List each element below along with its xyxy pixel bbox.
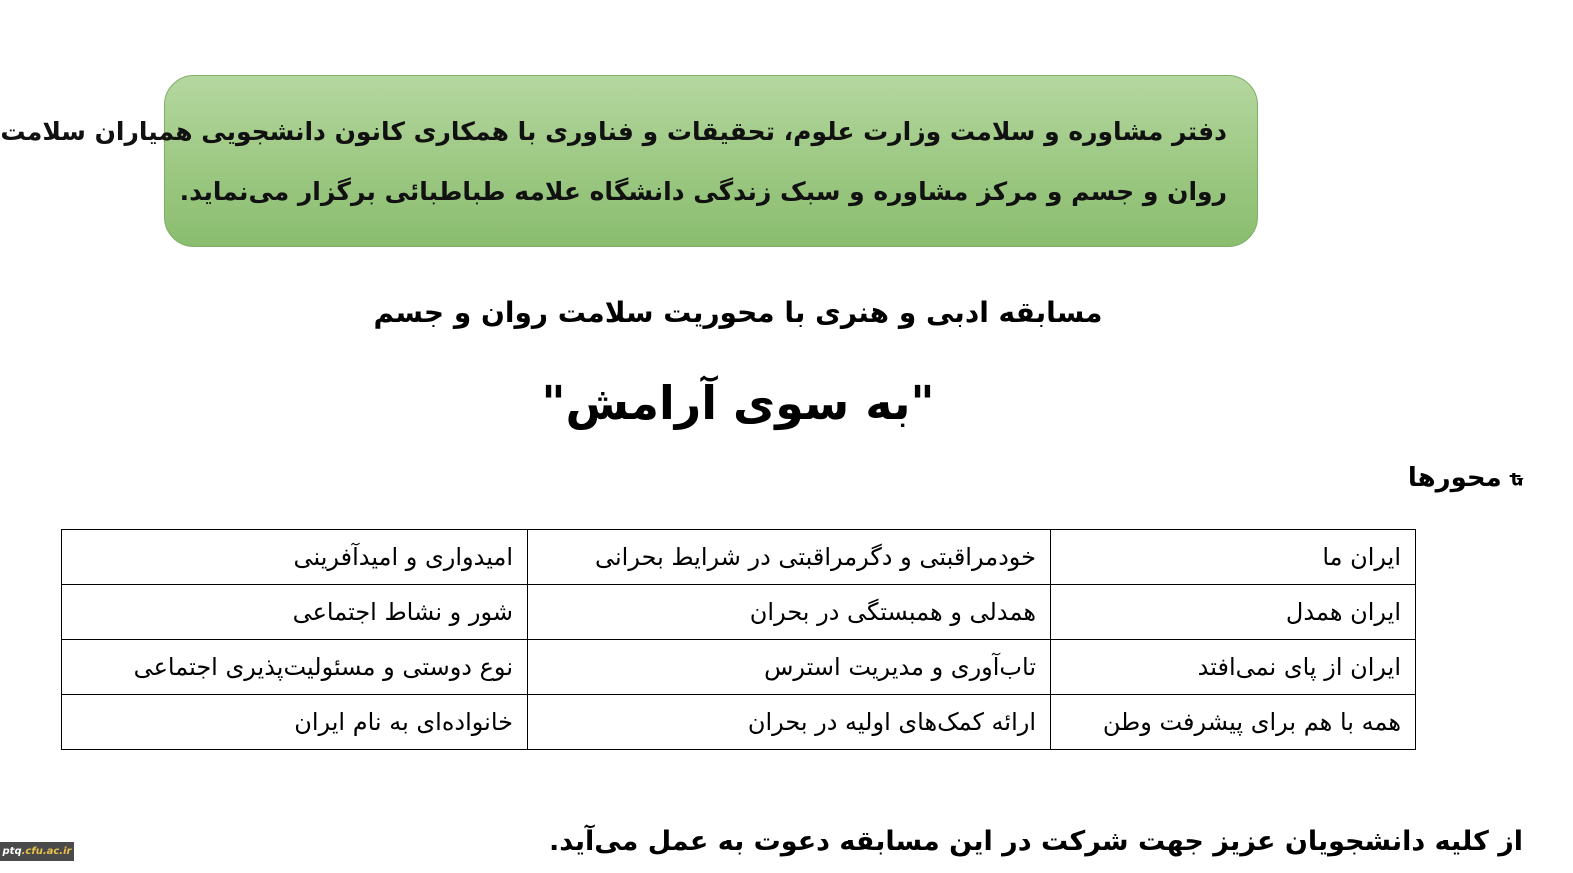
table-cell: همه با هم برای پیشرفت وطن	[1051, 695, 1416, 750]
table-cell: نوع دوستی و مسئولیت‌پذیری اجتماعی	[62, 640, 528, 695]
axes-heading	[1408, 462, 1523, 493]
table-cell: ایران ما	[1051, 530, 1416, 585]
site-watermark[interactable]	[0, 842, 74, 861]
competition-subtitle: مسابقه ادبی و هنری با محوریت سلامت روان و جسم	[373, 296, 1103, 329]
banner-line-2: روان و جسم و مرکز مشاوره و سبک زندگی دانشگاه علامه طباطبائی برگزار می‌نماید.	[179, 177, 1227, 206]
table-cell: ایران همدل	[1051, 585, 1416, 640]
announcement-banner	[0, 75, 1258, 247]
watermark-domain: .cfu.ac.ir	[21, 846, 72, 857]
axes-heading-label: محورها	[1407, 462, 1502, 493]
table-row	[62, 640, 1416, 695]
watermark-prefix: ptq	[2, 846, 22, 857]
table-cell: ایران از پای نمی‌افتد	[1051, 640, 1416, 695]
table-row	[62, 530, 1416, 585]
decorative-bullet-icon: ꮏ	[1509, 462, 1523, 492]
banner-line-1: دفتر مشاوره و سلامت وزارت علوم، تحقیقات و فناوری با همکاری کانون دانشجویی همیاران سلامت	[0, 117, 1227, 146]
competition-title: "به سوی آرامش"	[541, 376, 935, 430]
table-row	[62, 585, 1416, 640]
table-cell: همدلی و همبستگی در بحران	[528, 585, 1051, 640]
table-cell: خودمراقبتی و دگرمراقبتی در شرایط بحرانی	[528, 530, 1051, 585]
table-row	[62, 695, 1416, 750]
table-cell: امیدواری و امیدآفرینی	[62, 530, 528, 585]
invitation-text: از کلیه دانشجویان عزیز جهت شرکت در این مسابقه دعوت به عمل می‌آید.	[549, 826, 1523, 857]
table-cell: شور و نشاط اجتماعی	[62, 585, 528, 640]
topics-table	[61, 529, 1416, 750]
table-cell: تاب‌آوری و مدیریت استرس	[528, 640, 1051, 695]
table-cell: خانواده‌ای به نام ایران	[62, 695, 528, 750]
table-cell: ارائه کمک‌های اولیه در بحران	[528, 695, 1051, 750]
